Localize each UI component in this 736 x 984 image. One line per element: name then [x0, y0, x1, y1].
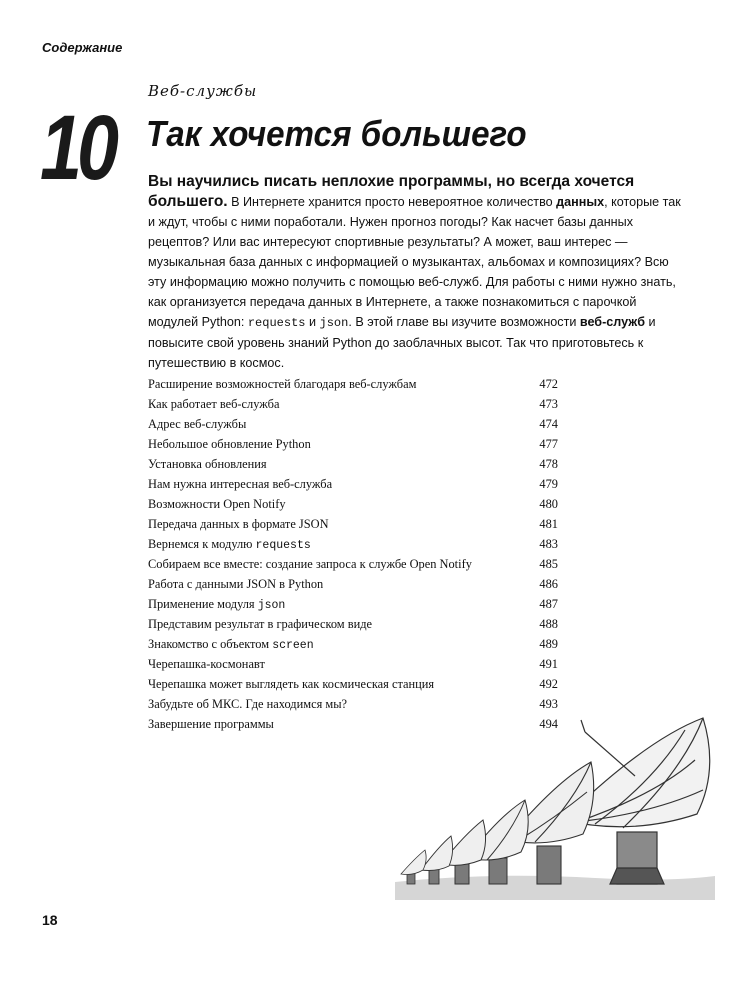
toc-title: [148, 637, 314, 651]
toc-entry[interactable]: [148, 474, 558, 494]
toc-entry[interactable]: [148, 554, 558, 574]
toc-title: Как работает веб-служба: [148, 397, 280, 411]
intro-text: В Интернете хранится просто невероятное количество: [227, 195, 557, 209]
chapter-kicker: Веб-службы: [148, 82, 258, 100]
toc-title: [148, 537, 311, 551]
toc-entry[interactable]: [148, 654, 558, 674]
toc-page: 493: [539, 697, 558, 711]
toc-title-text: Применение модуля: [148, 597, 258, 611]
toc-page: 485: [539, 557, 558, 571]
toc-title-text: Вернемся к модулю: [148, 537, 256, 551]
satellite-dishes-illustration: [395, 700, 715, 900]
toc-title: Черепашка может выглядеть как космическая станция: [148, 677, 435, 691]
intro-lead: Вы научились писать неплохие программы, но всегда хочется большего.: [148, 173, 635, 210]
toc-page: 472: [539, 377, 558, 391]
toc-entry[interactable]: [148, 494, 558, 514]
intro-bold: данных: [556, 195, 605, 209]
toc-title: Передача данных в формате JSON: [148, 517, 329, 531]
toc-title: Небольшое обновление Python: [148, 437, 311, 451]
toc-title: Установка обновления: [148, 457, 267, 471]
chapter-intro: [148, 172, 688, 373]
toc-page: 483: [539, 537, 558, 551]
toc-entry[interactable]: [148, 394, 558, 414]
toc-page: 486: [539, 577, 558, 591]
toc-page: 474: [539, 417, 558, 431]
chapter-number: 10: [40, 97, 115, 199]
toc-entry[interactable]: [148, 574, 558, 594]
toc-page: 478: [539, 457, 558, 471]
toc-title-code: requests: [255, 539, 311, 552]
toc-page: 492: [539, 677, 558, 691]
toc-entry[interactable]: [148, 614, 558, 634]
toc-title: Возможности Open Notify: [148, 497, 286, 511]
intro-bold: веб-служб: [579, 315, 645, 329]
toc-entry[interactable]: [148, 434, 558, 454]
toc-page: 488: [539, 617, 558, 631]
toc-page: 473: [539, 397, 558, 411]
running-head: Содержание: [42, 40, 123, 55]
satellite-dish-icon: [401, 850, 426, 884]
toc-title: Расширение возможностей благодаря веб-службам: [148, 377, 417, 391]
toc-title: Завершение программы: [148, 717, 274, 731]
toc-title-code: screen: [272, 639, 314, 652]
toc-title: Собираем все вместе: создание запроса к службе Open Notify: [148, 557, 472, 571]
toc-title: [148, 597, 285, 611]
toc-title: Забудьте об МКС. Где находимся мы?: [148, 697, 348, 711]
toc-page: 489: [539, 637, 558, 651]
intro-code: requests: [247, 316, 306, 330]
toc-page: 487: [539, 597, 558, 611]
toc-entry[interactable]: [148, 594, 558, 614]
intro-text: и повысите свой уровень знаний Python до заоблачных высот. Так что приготовьтесь к путешествию в космос.: [148, 315, 656, 370]
toc-page: 477: [539, 437, 558, 451]
toc-title-code: json: [257, 599, 286, 612]
toc-page: 479: [539, 477, 558, 491]
toc-entry[interactable]: [148, 534, 558, 554]
toc-entry[interactable]: [148, 374, 558, 394]
toc-page: 491: [539, 657, 558, 671]
toc-page: 480: [539, 497, 558, 511]
toc-title: Представим результат в графическом виде: [148, 617, 373, 631]
chapter-title: Так хочется большего: [146, 113, 527, 154]
toc-page: 494: [539, 717, 558, 731]
table-of-contents: [148, 374, 558, 734]
toc-entry[interactable]: [148, 414, 558, 434]
toc-title: Черепашка-космонавт: [148, 657, 265, 671]
toc-entry[interactable]: [148, 674, 558, 694]
toc-title-text: Знакомство с объектом: [148, 637, 273, 651]
toc-title: Работа с данными JSON в Python: [148, 577, 324, 591]
toc-entry[interactable]: [148, 514, 558, 534]
toc-entry[interactable]: [148, 634, 558, 654]
intro-text: , которые так и ждут, чтобы с ними поработали. Нужен прогноз погоды? Как насчет базы данных рецептов? Или вас интересуют спортивные результаты? А может, ваш интерес — музыкальная база данных с информацией о музыкантах, альбомах и композициях? Всю эту информацию можно получить с помощью веб-служб. Для работы с ними нужно знать, как организуется передача данных в Интернете, а также познакомиться с парочкой модулей Python:: [148, 195, 681, 329]
toc-title: Нам нужна интересная веб-служба: [148, 477, 333, 491]
intro-text: . В этой главе вы изучите возможности: [348, 315, 580, 329]
toc-title: Адрес веб-службы: [148, 417, 247, 431]
intro-code: json: [319, 316, 349, 330]
toc-entry[interactable]: [148, 454, 558, 474]
page-number: 18: [42, 912, 58, 928]
intro-text: и: [305, 315, 320, 329]
toc-page: 481: [539, 517, 558, 531]
